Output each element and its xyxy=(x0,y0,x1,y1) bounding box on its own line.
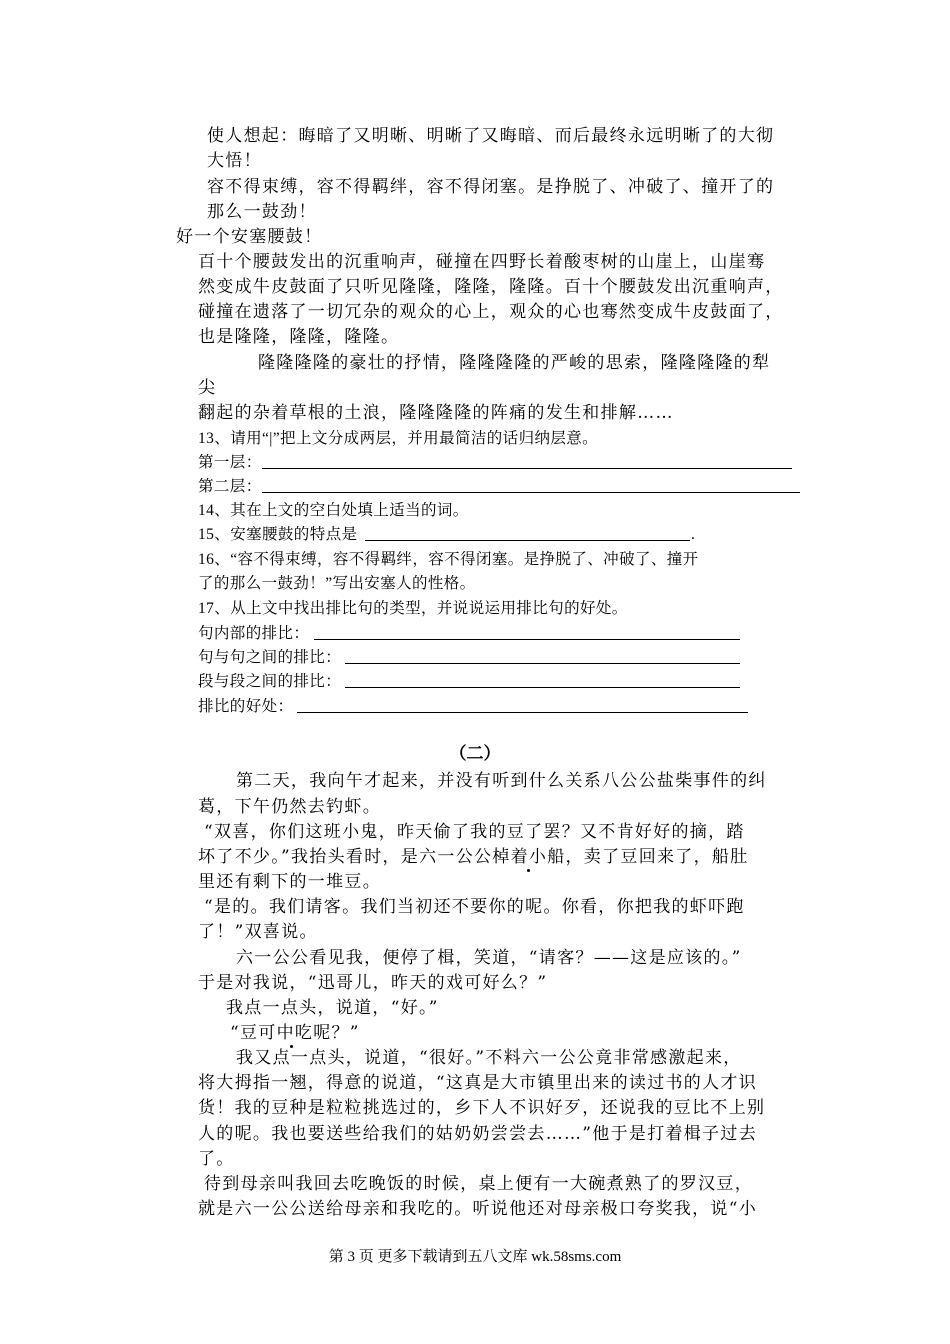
layer1-answer-line[interactable] xyxy=(262,468,792,469)
section2-line: 坏了不少。”我抬头看时，是六一公公棹着小船，卖了豆回来了，船肚 xyxy=(198,847,749,867)
section2-line: 六一公公看见我，便停了楫，笑道，“请客？——这是应该的。” xyxy=(236,948,742,968)
passage-line: 也是隆隆，隆隆，隆隆。 xyxy=(198,327,400,347)
passage-line: 碰撞在遗落了一切冗杂的观众的心上，观众的心也骞然变成牛皮鼓面了， xyxy=(198,302,784,322)
between-sentences-label: 句与句之间的排比： xyxy=(198,649,342,666)
passage-line: 大悟！ xyxy=(207,151,262,171)
layer2-label: 第二层： xyxy=(198,478,262,495)
emphasis-dot xyxy=(527,869,530,872)
section2-line: “豆可中吃呢？” xyxy=(230,1023,360,1043)
section2-line: “是的。我们请客。我们当初还不要你的呢。你看，你把我的虾吓跑 xyxy=(204,897,745,917)
section2-line: 了。 xyxy=(198,1149,235,1169)
passage-line: 百十个腰鼓发出的沉重响声，碰撞在四野长着酸枣树的山崖上，山崖骞 xyxy=(198,252,766,272)
section2-line: 就是六一公公送给母亲和我吃的。听说他还对母亲极口夸奖我，说“小 xyxy=(198,1199,757,1219)
question-17: 17、从上文中找出排比句的类型，并说说运用排比句的好处。 xyxy=(198,600,628,617)
passage-line: 那么一鼓劲！ xyxy=(207,202,317,222)
section2-line: 人的呢。我也要送些给我们的姑奶奶尝尝去……”他于是打着楫子过去 xyxy=(198,1124,757,1144)
question-13: 13、请用“|”把上文分成两层，并用最简洁的话归纳层意。 xyxy=(198,430,599,447)
section2-line: 了！”双喜说。 xyxy=(198,922,318,942)
layer1-label: 第一层： xyxy=(198,454,262,471)
between-paragraphs-answer-line[interactable] xyxy=(345,687,740,688)
passage-line: 隆隆隆隆的豪壮的抒情，隆隆隆隆的严峻的思索，隆隆隆隆的犁 xyxy=(258,353,771,373)
section2-line: 我点一点头，说道，“好。” xyxy=(226,998,439,1018)
passage-line: 尖 xyxy=(198,378,217,398)
question-14: 14、其在上文的空白处填上适当的词。 xyxy=(198,502,469,519)
section2-line: 将大拇指一翘，得意的说道，“这真是大市镇里出来的读过书的人才识 xyxy=(198,1073,757,1093)
section2-line: 第二天，我向午才起来，并没有听到什么关系八公公盐柴事件的纠 xyxy=(236,771,767,791)
section2-line: 于是对我说，“迅哥儿，昨天的戏可好么？” xyxy=(198,973,548,993)
section2-line: 里还有剩下的一堆豆。 xyxy=(198,872,381,892)
q15-period: . xyxy=(691,526,696,543)
between-sentences-answer-line[interactable] xyxy=(345,663,740,664)
layer2-answer-line[interactable] xyxy=(262,492,800,493)
passage-line: 使人想起：晦暗了又明晰、明晰了又晦暗、而后最终永远明晰了的大彻 xyxy=(207,126,775,146)
benefit-answer-line[interactable] xyxy=(297,712,748,713)
passage-line: 容不得束缚，容不得羁绊，容不得闭塞。是挣脱了、冲破了、撞开了的 xyxy=(207,177,775,197)
question-15: 15、安塞腰鼓的特点是 xyxy=(198,526,358,543)
section2-line: 葛，下午仍然去钓虾。 xyxy=(198,797,381,817)
section2-line: 我又点一点头，说道，“很好。”不料六一公公竟非常感激起来， xyxy=(236,1048,742,1068)
between-paragraphs-label: 段与段之间的排比： xyxy=(198,673,342,690)
page-footer: 第 3 页 更多下载请到五八文库 wk.58sms.com xyxy=(328,1249,622,1265)
question-16-cont: 了的那么一鼓劲！”写出安塞人的性格。 xyxy=(198,575,476,592)
section2-line: 货！我的豆种是粒粒挑选过的，乡下人不识好歹，还说我的豆比不上别 xyxy=(198,1098,766,1118)
within-sentence-label: 句内部的排比： xyxy=(198,625,310,642)
passage-heading: 好一个安塞腰鼓！ xyxy=(176,227,323,247)
section2-line: “双喜，你们这班小鬼，昨天偷了我的豆了罢？又不肯好好的摘，踏 xyxy=(204,822,745,842)
question-16: 16、“容不得束缚，容不得羁绊，容不得闭塞。是挣脱了、冲破了、撞开 xyxy=(198,551,699,568)
section2-line: 待到母亲叫我回去吃晚饭的时候，桌上便有一大碗煮熟了的罗汉豆， xyxy=(204,1174,753,1194)
passage-line: 然变成牛皮鼓面了只听见隆隆，隆隆，隆隆。百十个腰鼓发出沉重响声， xyxy=(198,277,784,297)
section-title: （二） xyxy=(449,744,501,763)
passage-line: 翻起的杂着草根的土浪，隆隆隆隆的阵痛的发生和排解…… xyxy=(198,403,674,423)
within-answer-line[interactable] xyxy=(314,639,740,640)
q15-answer-line[interactable] xyxy=(365,540,690,541)
benefit-label: 排比的好处： xyxy=(198,698,294,715)
